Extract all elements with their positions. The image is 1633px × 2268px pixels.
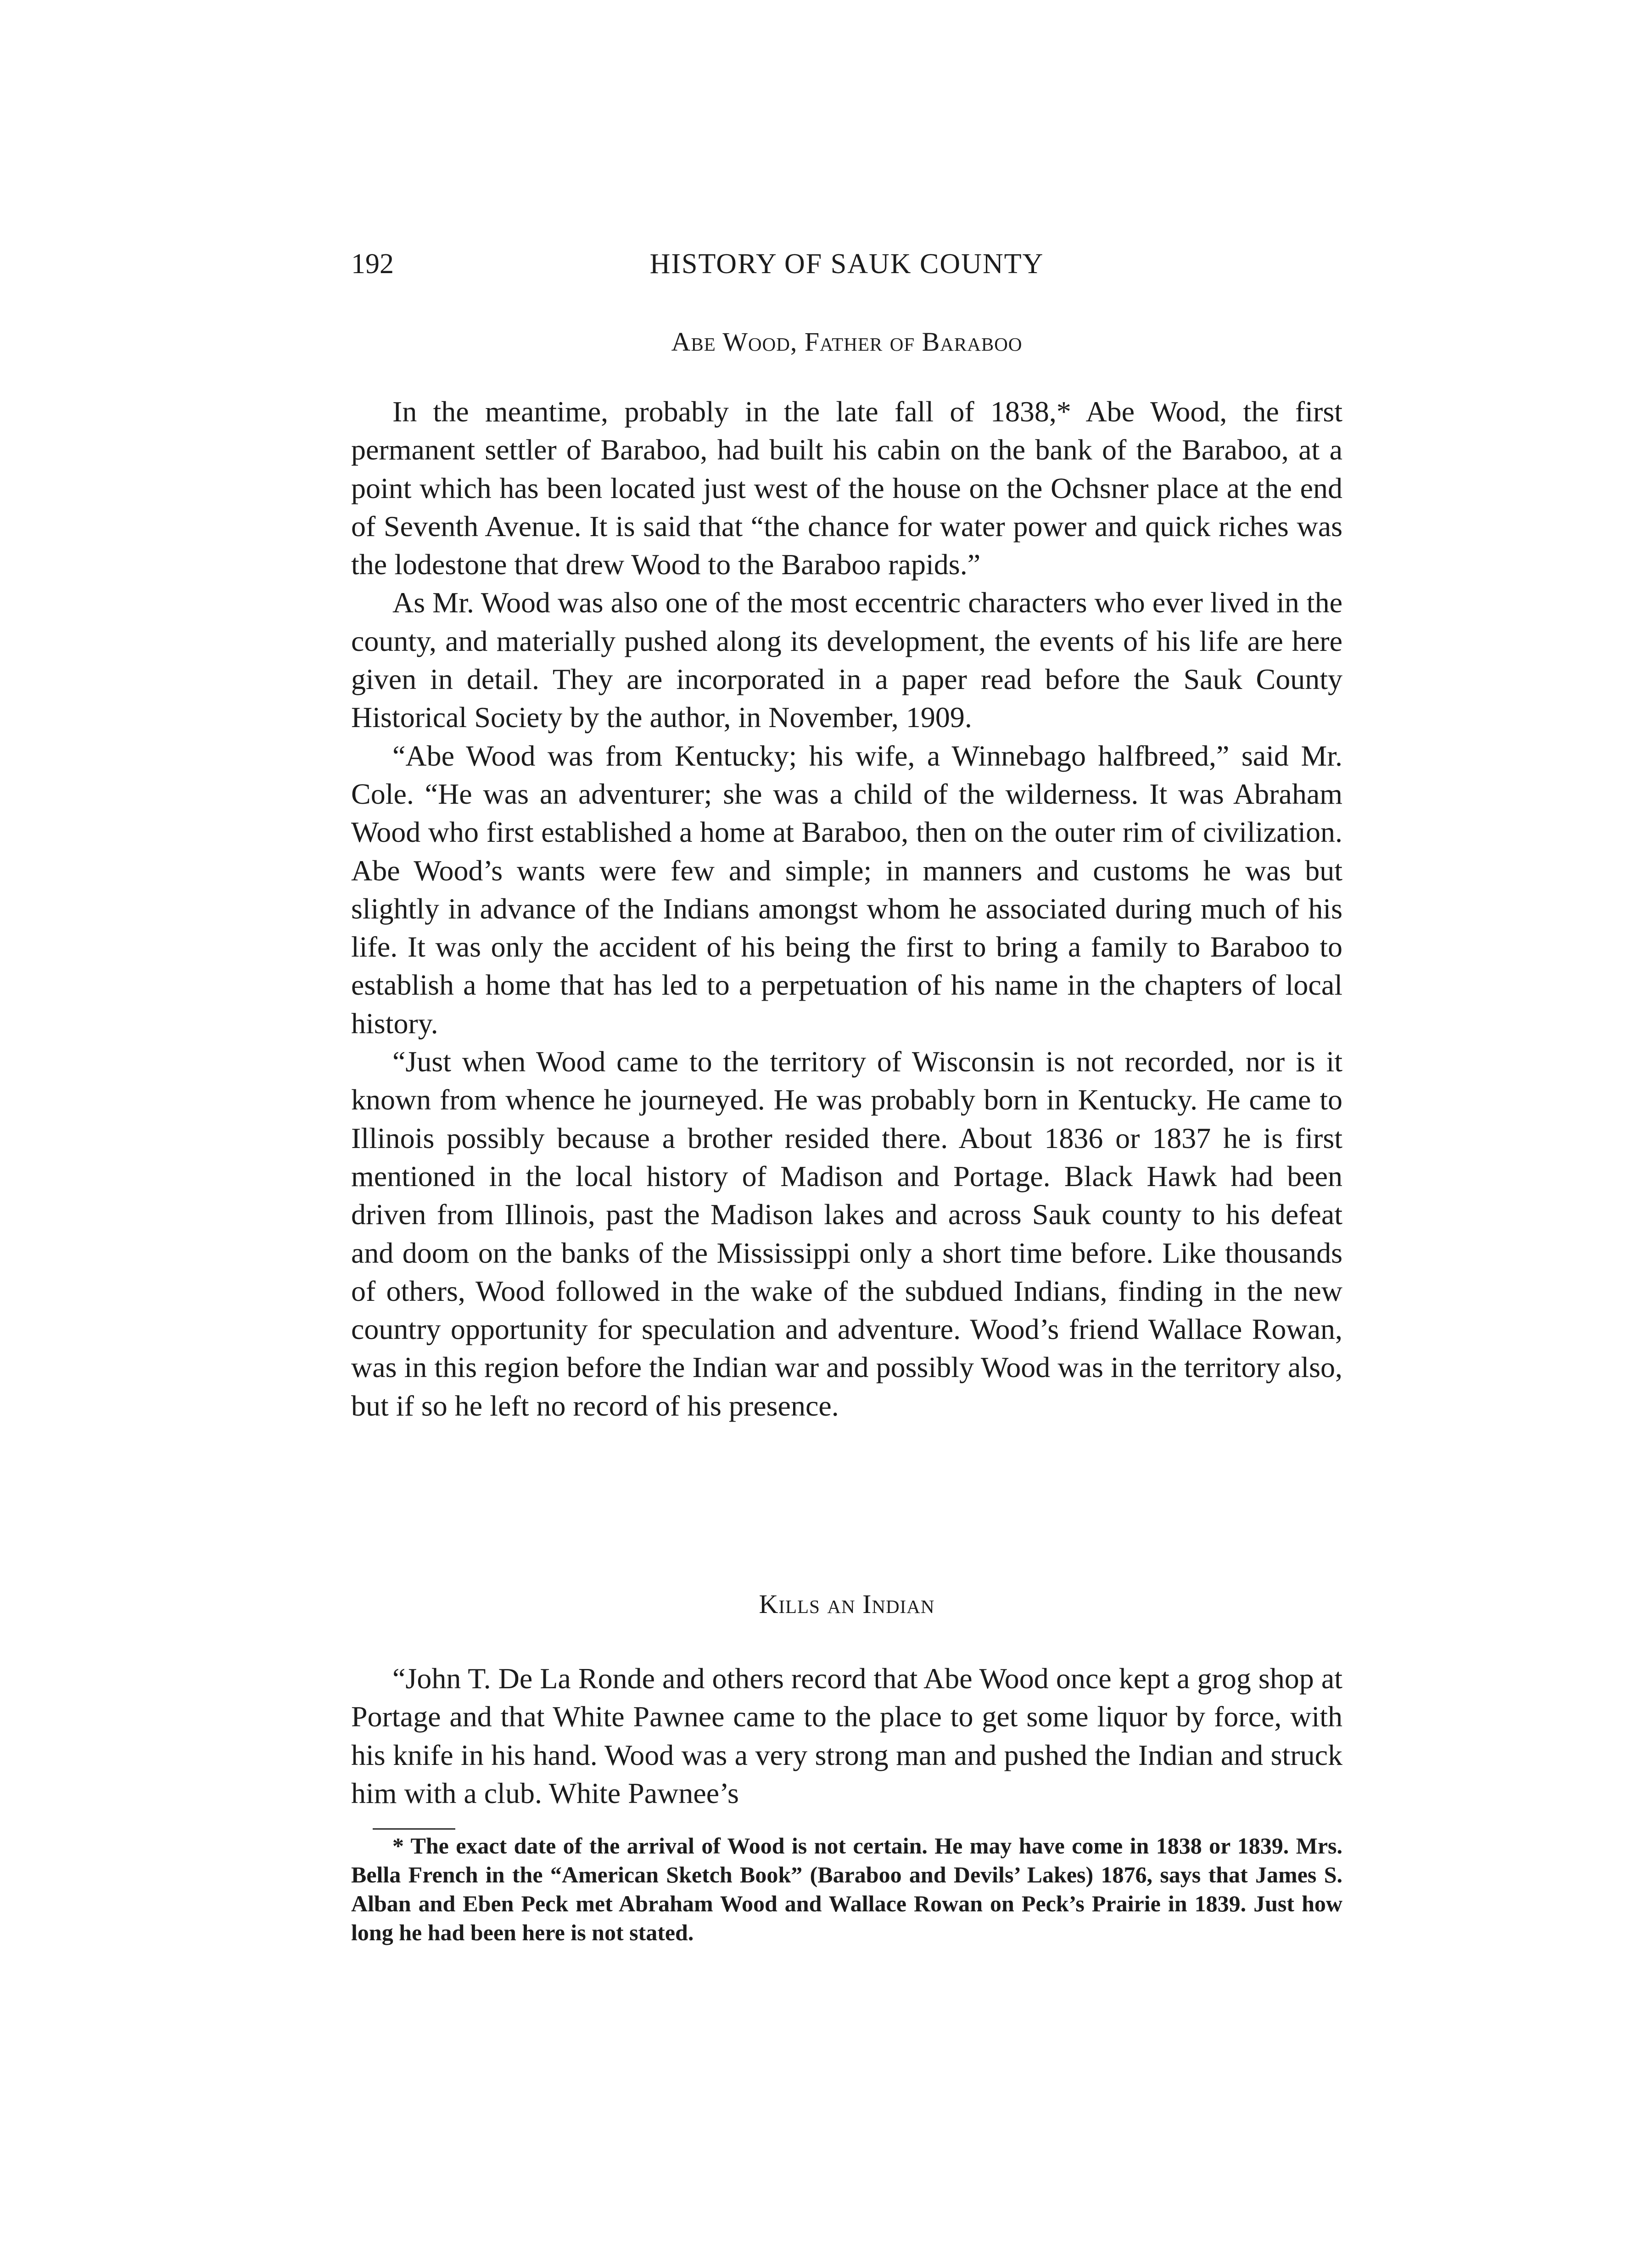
- paragraph: “Just when Wood came to the territory of Wisconsin is not recorded, nor is it known from whence he journeyed. He was probably born in Kentucky. He came to Illinois possibly because a brother resided there. About 1836 or 1837 he is first mentioned in the local history of Madison and Portage. Black Hawk had been driven from Illinois, past the Madison lakes and across Sauk county to his defeat and doom on the banks of the Mississippi only a short time before. Like thousands of others, Wood followed in the wake of the subdued Indians, finding in the new country opportunity for speculation and adventure. Wood’s friend Wallace Rowan, was in this region before the Indian war and possibly Wood was in the territory also, but if so he left no record of his presence.: [351, 1045, 1342, 1422]
- paragraph: “Abe Wood was from Kentucky; his wife, a Winnebago halfbreed,” said Mr. Cole. “He was an adventurer; she was a child of the wilderness. It was Abraham Wood who first established a home at Baraboo, then on the outer rim of civilization. Abe Wood’s wants were few and simple; in manners and customs he was but slightly in advance of the Indians amongst whom he associated during much of his life. It was only the accident of his being the first to bring a family to Baraboo to establish a home that has led to a perpetuation of his name in the chapters of local history.: [351, 739, 1342, 1040]
- section-heading-kills-an-indian: Kills an Indian: [759, 1589, 935, 1619]
- paragraph: As Mr. Wood was also one of the most eccentric characters who ever lived in the county, and materially pushed along its development, the events of his life are here given in detail. They are incorporated in a paper read before the Sauk County Historical Society by the author, in November, 1909.: [351, 586, 1342, 734]
- section-body-abe-wood: [351, 392, 1342, 1425]
- footnote-rule: [373, 1828, 455, 1830]
- footnote: [351, 1831, 1342, 1947]
- paragraph: In the meantime, probably in the late fall of 1838,* Abe Wood, the first permanent settler of Baraboo, had built his cabin on the bank of the Baraboo, at a point which has been located just west of the house on the Ochsner place at the end of Seventh Avenue. It is said that “the chance for water power and quick riches was the lodestone that drew Wood to the Baraboo rapids.”: [351, 395, 1342, 581]
- footnote-text: * The exact date of the arrival of Wood is not certain. He may have come in 1838 or 1839. Mrs. Bella French in the “American Sketch Book” (Baraboo and Devils’ Lakes) 1876, says that James S. Alban and Eben Peck met Abraham Wood and Wallace Rowan on Peck’s Prairie in 1839. Just how long he had been here is not stated.: [351, 1833, 1342, 1945]
- section-body-kills-an-indian: [351, 1659, 1342, 1812]
- section-heading-abe-wood: Abe Wood, Father of Baraboo: [671, 327, 1023, 357]
- running-head: HISTORY OF SAUK COUNTY: [649, 248, 1044, 280]
- page-number: 192: [351, 248, 394, 280]
- page-header: [351, 246, 1342, 301]
- paragraph: “John T. De La Ronde and others record that Abe Wood once kept a grog shop at Portage and that White Pawnee came to the place to get some liquor by force, with his knife in his hand. Wood was a very strong man and pushed the Indian and struck him with a club. White Pawnee’s: [351, 1662, 1342, 1809]
